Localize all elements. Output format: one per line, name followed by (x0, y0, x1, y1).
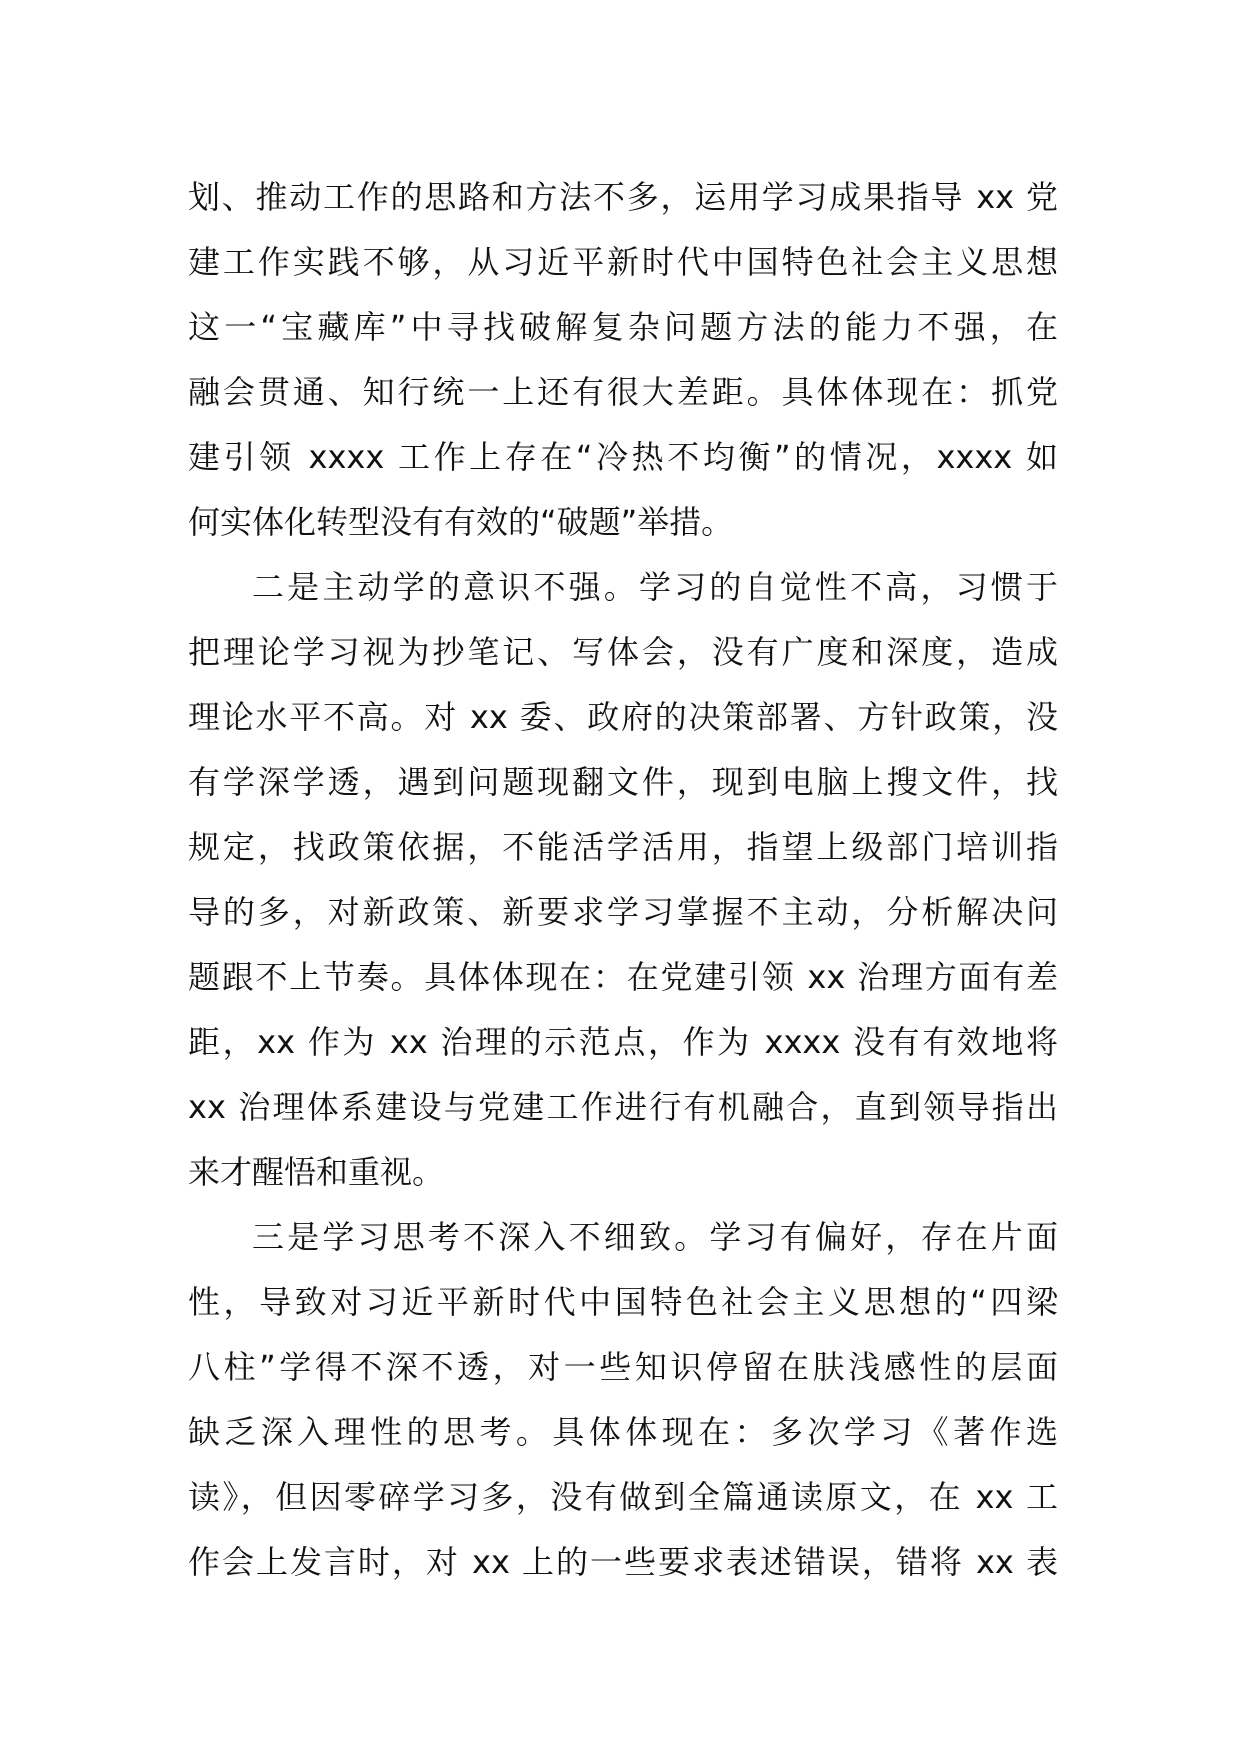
paragraph-start-line: 三是学习思考不深入不细致。学习有偏好，存在片面 (252, 1218, 1058, 1256)
text-line: 建工作实践不够，从习近平新时代中国特色社会主义思想 (188, 243, 1058, 281)
text-line: 距，xx 作为 xx 治理的示范点，作为 xxxx 没有有效地将 (188, 1023, 1058, 1061)
body-text (188, 165, 1058, 1595)
text-line: 八柱”学得不深不透，对一些知识停留在肤浅感性的层面 (188, 1348, 1058, 1386)
text-line: 划、推动工作的思路和方法不多，运用学习成果指导 xx 党 (188, 178, 1058, 216)
text-line: 规定，找政策依据，不能活学活用，指望上级部门培训指 (188, 828, 1058, 866)
text-line: 这一“宝藏库”中寻找破解复杂问题方法的能力不强，在 (188, 308, 1058, 346)
text-line: 把理论学习视为抄笔记、写体会，没有广度和深度，造成 (188, 633, 1058, 671)
text-line: 题跟不上节奏。具体体现在：在党建引领 xx 治理方面有差 (188, 958, 1058, 996)
text-line: 建引领 xxxx 工作上存在“冷热不均衡”的情况，xxxx 如 (188, 438, 1058, 476)
text-line: 作会上发言时，对 xx 上的一些要求表述错误，错将 xx 表 (188, 1543, 1058, 1581)
text-line: 融会贯通、知行统一上还有很大差距。具体体现在：抓党 (188, 373, 1058, 411)
text-line: 何实体化转型没有有效的“破题”举措。 (188, 503, 734, 541)
text-line: 理论水平不高。对 xx 委、政府的决策部署、方针政策，没 (188, 698, 1058, 736)
text-line: 有学深学透，遇到问题现翻文件，现到电脑上搜文件，找 (188, 763, 1058, 801)
text-line: 导的多，对新政策、新要求学习掌握不主动，分析解决问 (188, 893, 1058, 931)
text-line: 性，导致对习近平新时代中国特色社会主义思想的“四梁 (188, 1283, 1058, 1321)
text-line: xx 治理体系建设与党建工作进行有机融合，直到领导指出 (188, 1088, 1058, 1126)
text-line: 读》，但因零碎学习多，没有做到全篇通读原文，在 xx 工 (188, 1478, 1058, 1516)
text-line: 缺乏深入理性的思考。具体体现在：多次学习《著作选 (188, 1413, 1058, 1451)
paragraph-start-line: 二是主动学的意识不强。学习的自觉性不高，习惯于 (252, 568, 1058, 606)
text-line: 来才醒悟和重视。 (188, 1153, 445, 1191)
